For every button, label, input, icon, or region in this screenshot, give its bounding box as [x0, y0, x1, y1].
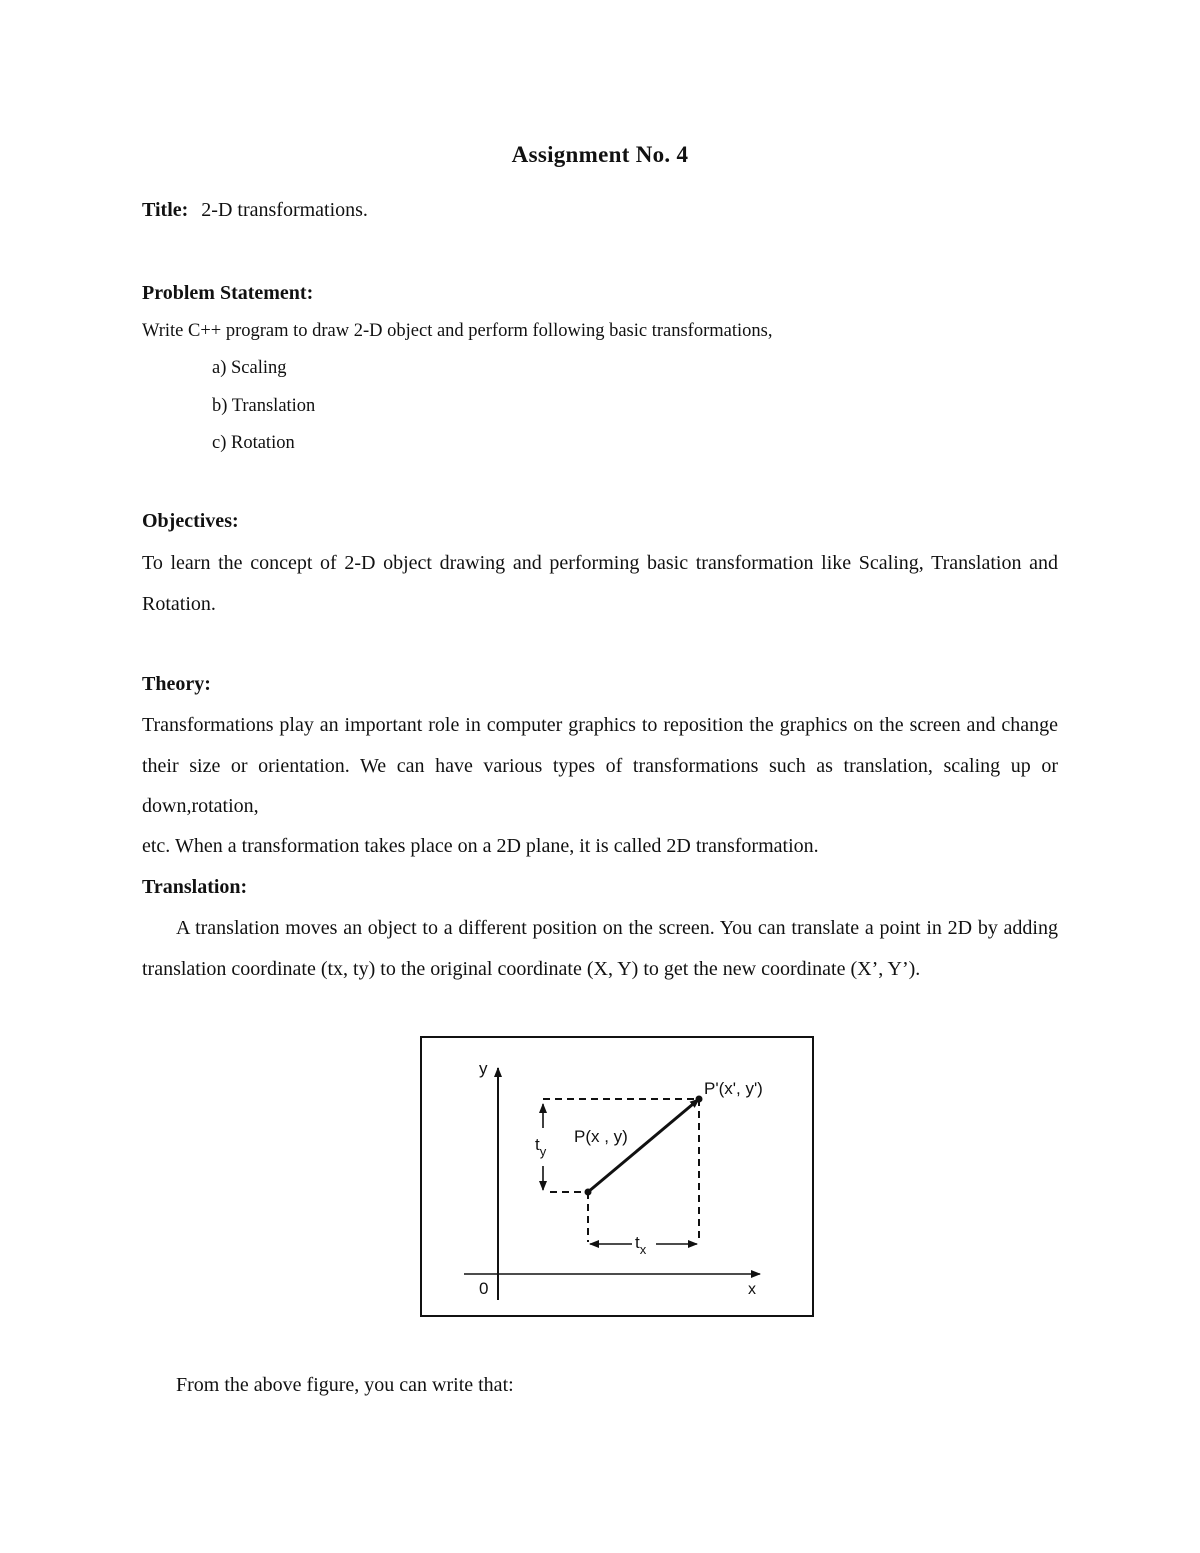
- y-axis-label: y: [479, 1059, 488, 1078]
- list-item-rotation: c) Rotation: [212, 433, 295, 453]
- theory-text-continued: etc. When a transformation takes place on a 2D plane, it is called 2D transformation.: [142, 835, 819, 857]
- objectives-heading: Objectives:: [142, 510, 239, 532]
- theory-text: Transformations play an important role in computer graphics to reposition the graphics on the screen and change their size or orientation. We can have various types of transformations such as translation, scaling up or down,rotation,: [142, 714, 1058, 818]
- theory-heading: Theory:: [142, 673, 211, 695]
- translation-diagram: [422, 1038, 816, 1319]
- translation-heading: Translation:: [142, 876, 248, 898]
- point-p: [585, 1189, 592, 1196]
- list-item-scaling: a) Scaling: [212, 358, 287, 378]
- title-label: Title:: [142, 199, 189, 221]
- origin-label: 0: [479, 1279, 489, 1298]
- title-value: 2-D transformations.: [201, 199, 368, 221]
- problem-text: Write C++ program to draw 2-D object and perform following basic transformations,: [142, 321, 773, 341]
- closing-text: From the above figure, you can write that:: [176, 1374, 514, 1396]
- list-item-translation: b) Translation: [212, 396, 316, 416]
- problem-heading: Problem Statement:: [142, 282, 314, 304]
- translation-figure: [420, 1036, 814, 1317]
- tx-label: $t_x$: [635, 1233, 647, 1257]
- translation-text: A translation moves an object to a different position on the screen. You can translate a point in 2D by adding translation coordinate (tx, ty) to the original coordinate (X, Y) to get the new coordinate (X’, Y’).: [142, 917, 1058, 980]
- ty-label: $t_y$: [535, 1135, 547, 1159]
- point-p-prime: [696, 1096, 703, 1103]
- assignment-heading: Assignment No. 4: [511, 142, 689, 167]
- point-p-prime-label: P'(x', y'): [704, 1079, 763, 1098]
- title-line: [142, 199, 368, 222]
- objectives-text: To learn the concept of 2-D object drawing and performing basic transformation like Scaling, Translation and Rotation.: [142, 552, 1058, 615]
- point-p-label: P(x , y): [574, 1127, 628, 1146]
- x-axis-label: x: [748, 1281, 756, 1298]
